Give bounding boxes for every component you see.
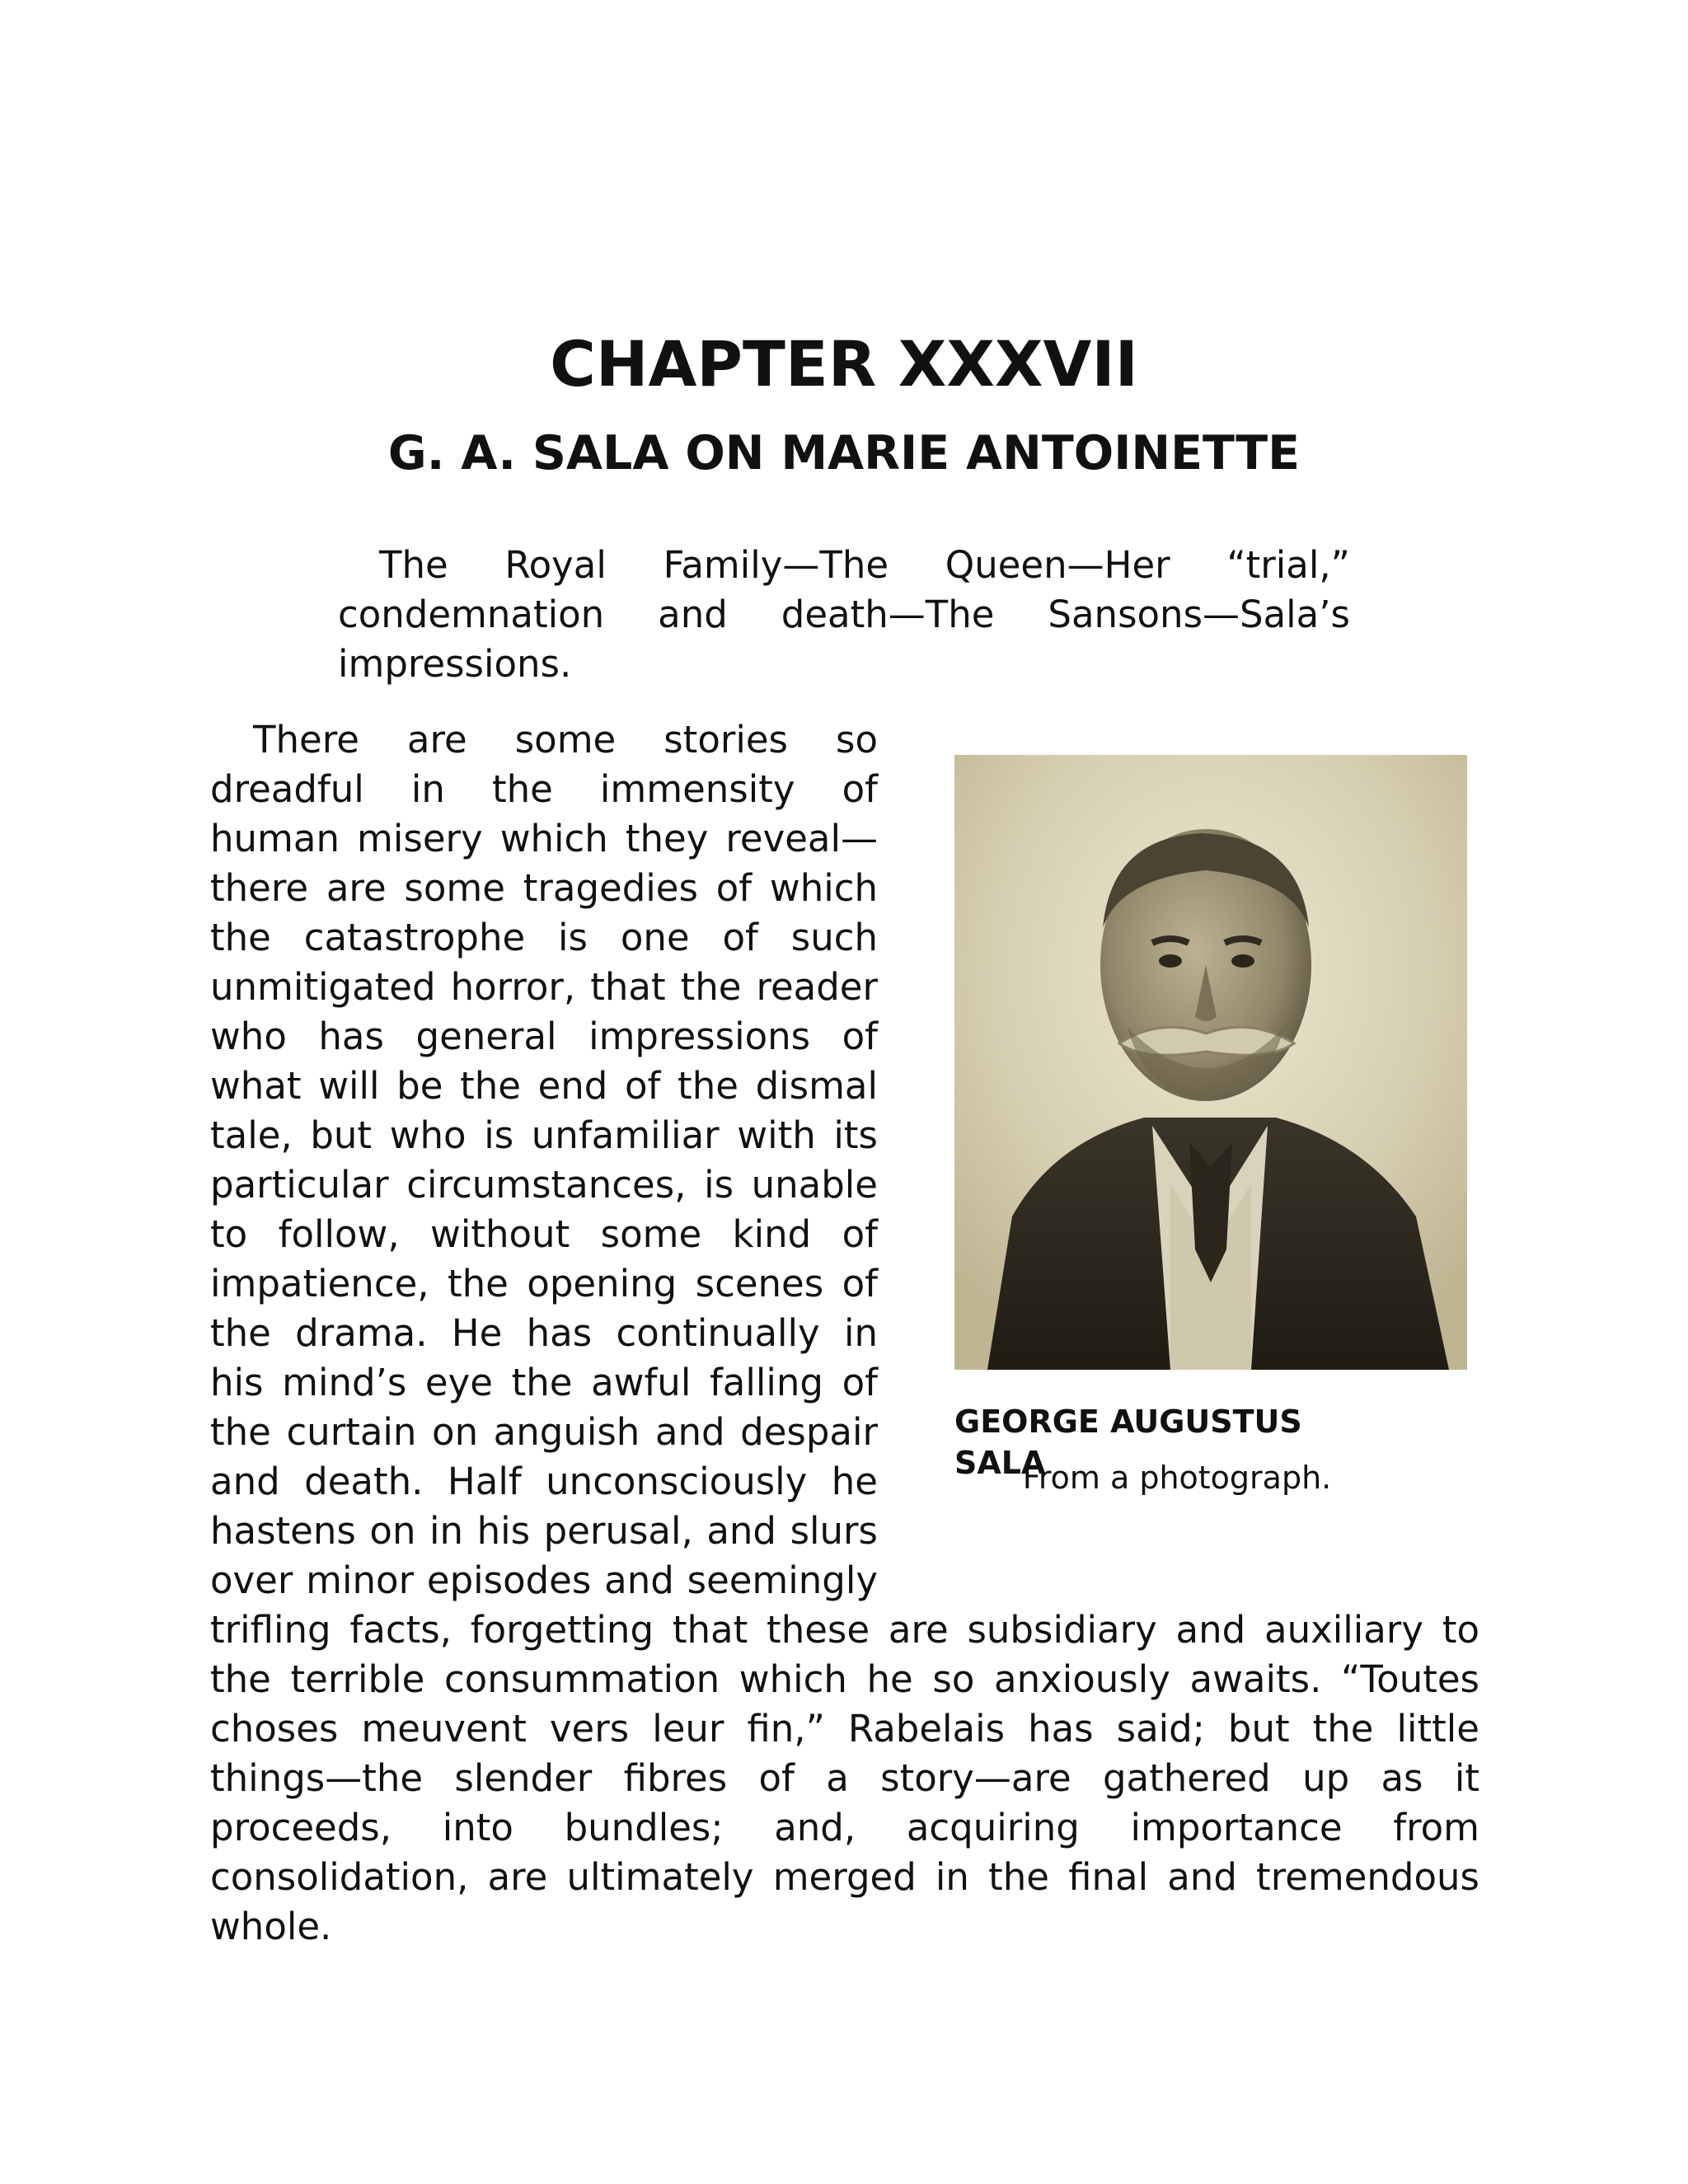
chapter-synopsis: The Royal Family—The Queen—Her “trial,” condemnation and death—The Sansons—Sala’s impressions. xyxy=(338,543,1350,686)
chapter-subtitle: G. A. SALA ON MARIE ANTOINETTE xyxy=(387,426,1301,480)
portrait-illustration xyxy=(954,755,1467,1370)
chapter-title: CHAPTER XXXVII xyxy=(550,327,1138,401)
body-paragraph: There are some stories so dreadful in the immensity of human misery which they reveal—there are some tragedies of which the catastrophe is one of such unmitigated horror, that the reader who has general impressions of what will be the end of the dismal tale, but who is unfamiliar with its particular circumstances, is unable to follow, without some kind of impatience, the opening scenes of the drama. He has continually in his mind’s eye the awful falling of the curtain on anguish and despair and death. Half unconsciously he hastens on in his perusal, and slurs over minor episodes and seemingly trifling facts, forgetting that these are subsidiary and auxiliary to the terrible consummation which he so anxiously awaits. “Toutes choses meuvent vers leur fin,” Rabelais has said; but the little things—the slender fibres of a story—are gathered up as it proceeds, into bundles; and, acquiring importance from consolidation, are ultimately merged in the final and tremendous whole. xyxy=(210,718,1479,1948)
portrait-left-eye xyxy=(1159,954,1182,968)
portrait-photograph xyxy=(954,755,1467,1370)
figure-caption-name: GEORGE AUGUSTUS SALA xyxy=(954,1404,1302,1481)
figure-caption-note: From a photograph. xyxy=(1022,1460,1332,1496)
portrait-right-eye xyxy=(1231,954,1254,968)
